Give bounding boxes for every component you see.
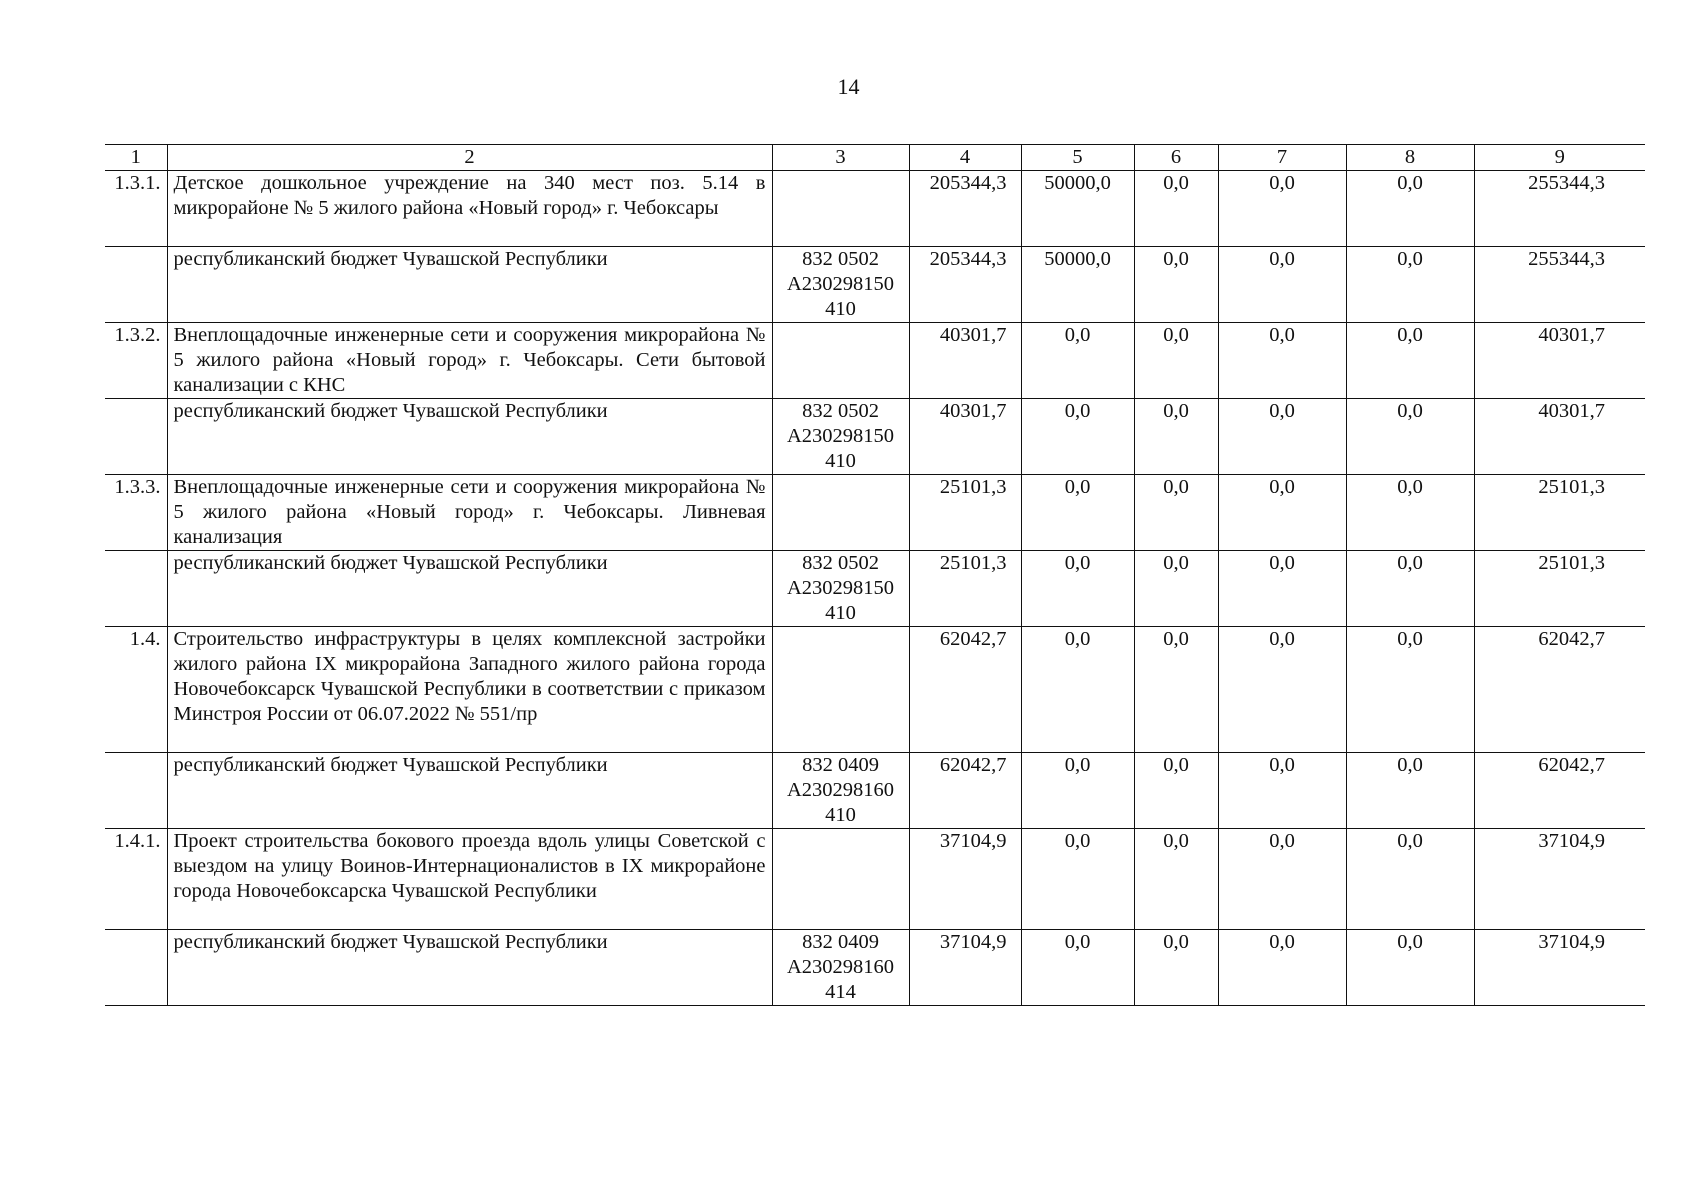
value-col-6: 0,0: [1134, 323, 1218, 399]
row-number: [105, 247, 167, 323]
value-col-5: 0,0: [1021, 323, 1134, 399]
row-number: 1.3.2.: [105, 323, 167, 399]
row-number: [105, 753, 167, 829]
row-name: республиканский бюджет Чувашской Республики: [167, 753, 772, 829]
column-header: 1: [105, 145, 167, 171]
row-number: [105, 551, 167, 627]
value-col-5: 50000,0: [1021, 247, 1134, 323]
value-col-9: 37104,9: [1474, 930, 1645, 1006]
value-col-8: 0,0: [1346, 171, 1474, 247]
value-col-9: 25101,3: [1474, 551, 1645, 627]
value-col-4: 25101,3: [909, 475, 1021, 551]
value-col-8: 0,0: [1346, 475, 1474, 551]
column-header: 9: [1474, 145, 1645, 171]
value-col-9: 255344,3: [1474, 247, 1645, 323]
value-col-7: 0,0: [1218, 829, 1346, 930]
value-col-8: 0,0: [1346, 399, 1474, 475]
value-col-9: 62042,7: [1474, 753, 1645, 829]
column-header: 4: [909, 145, 1021, 171]
row-number: 1.4.: [105, 627, 167, 753]
row-name: Внеплощадочные инженерные сети и сооружения микрорайона № 5 жилого района «Новый город» г. Чебоксары. Ливневая канализация: [167, 475, 772, 551]
page-number: 14: [837, 74, 860, 99]
value-col-7: 0,0: [1218, 247, 1346, 323]
value-col-9: 40301,7: [1474, 323, 1645, 399]
row-name: Проект строительства бокового проезда вдоль улицы Советской с выездом на улицу Воинов-Интернационалистов в IX микрорайоне города Новочебоксарска Чувашской Республики: [167, 829, 772, 930]
value-col-4: 37104,9: [909, 829, 1021, 930]
budget-table: [105, 144, 1645, 1006]
header-row: [105, 145, 1645, 171]
table-row: [105, 399, 1645, 475]
value-col-5: 0,0: [1021, 399, 1134, 475]
value-col-5: 0,0: [1021, 930, 1134, 1006]
column-header: 8: [1346, 145, 1474, 171]
row-name: республиканский бюджет Чувашской Республики: [167, 930, 772, 1006]
value-col-9: 40301,7: [1474, 399, 1645, 475]
value-col-9: 37104,9: [1474, 829, 1645, 930]
value-col-4: 37104,9: [909, 930, 1021, 1006]
table-row: [105, 753, 1645, 829]
budget-code: 832 0502 А230298150 410: [772, 399, 909, 475]
value-col-7: 0,0: [1218, 171, 1346, 247]
value-col-6: 0,0: [1134, 829, 1218, 930]
table-row: [105, 627, 1645, 753]
value-col-7: 0,0: [1218, 627, 1346, 753]
row-name: республиканский бюджет Чувашской Республики: [167, 247, 772, 323]
row-name: Внеплощадочные инженерные сети и сооружения микрорайона № 5 жилого района «Новый город» г. Чебоксары. Сети бытовой канализации с КНС: [167, 323, 772, 399]
table-row: [105, 930, 1645, 1006]
row-name: республиканский бюджет Чувашской Республики: [167, 399, 772, 475]
column-header: 3: [772, 145, 909, 171]
value-col-9: 25101,3: [1474, 475, 1645, 551]
value-col-7: 0,0: [1218, 399, 1346, 475]
value-col-4: 40301,7: [909, 399, 1021, 475]
value-col-8: 0,0: [1346, 247, 1474, 323]
value-col-8: 0,0: [1346, 829, 1474, 930]
budget-code: 832 0409 А230298160 414: [772, 930, 909, 1006]
value-col-4: 205344,3: [909, 171, 1021, 247]
value-col-5: 0,0: [1021, 829, 1134, 930]
budget-code: [772, 171, 909, 247]
table-row: [105, 171, 1645, 247]
value-col-6: 0,0: [1134, 475, 1218, 551]
value-col-8: 0,0: [1346, 753, 1474, 829]
value-col-6: 0,0: [1134, 753, 1218, 829]
value-col-5: 0,0: [1021, 627, 1134, 753]
value-col-6: 0,0: [1134, 399, 1218, 475]
column-header: 2: [167, 145, 772, 171]
table-row: [105, 475, 1645, 551]
value-col-5: 0,0: [1021, 551, 1134, 627]
value-col-7: 0,0: [1218, 323, 1346, 399]
value-col-6: 0,0: [1134, 171, 1218, 247]
column-header: 6: [1134, 145, 1218, 171]
value-col-4: 40301,7: [909, 323, 1021, 399]
value-col-5: 0,0: [1021, 475, 1134, 551]
value-col-4: 205344,3: [909, 247, 1021, 323]
row-number: [105, 399, 167, 475]
budget-code: 832 0502 А230298150 410: [772, 247, 909, 323]
budget-code: 832 0502 А230298150 410: [772, 551, 909, 627]
budget-code: 832 0409 А230298160 410: [772, 753, 909, 829]
row-number: 1.3.1.: [105, 171, 167, 247]
value-col-6: 0,0: [1134, 247, 1218, 323]
row-number: 1.3.3.: [105, 475, 167, 551]
value-col-6: 0,0: [1134, 930, 1218, 1006]
value-col-6: 0,0: [1134, 551, 1218, 627]
value-col-7: 0,0: [1218, 753, 1346, 829]
value-col-5: 0,0: [1021, 753, 1134, 829]
table-row: [105, 551, 1645, 627]
budget-code: [772, 627, 909, 753]
row-number: 1.4.1.: [105, 829, 167, 930]
column-header: 5: [1021, 145, 1134, 171]
row-name: Строительство инфраструктуры в целях комплексной застройки жилого района IX микрорайона Западного жилого района города Новочебоксарск Чувашской Республики в соответствии с приказом Минстроя России от 06.07.2022 № 551/пр: [167, 627, 772, 753]
value-col-4: 25101,3: [909, 551, 1021, 627]
value-col-4: 62042,7: [909, 753, 1021, 829]
value-col-9: 62042,7: [1474, 627, 1645, 753]
value-col-8: 0,0: [1346, 930, 1474, 1006]
table-row: [105, 323, 1645, 399]
row-number: [105, 930, 167, 1006]
value-col-8: 0,0: [1346, 323, 1474, 399]
value-col-7: 0,0: [1218, 551, 1346, 627]
row-name: Детское дошкольное учреждение на 340 мест поз. 5.14 в микрорайоне № 5 жилого района «Новый город» г. Чебоксары: [167, 171, 772, 247]
value-col-7: 0,0: [1218, 930, 1346, 1006]
value-col-4: 62042,7: [909, 627, 1021, 753]
budget-code: [772, 829, 909, 930]
table-row: [105, 247, 1645, 323]
value-col-7: 0,0: [1218, 475, 1346, 551]
value-col-9: 255344,3: [1474, 171, 1645, 247]
value-col-5: 50000,0: [1021, 171, 1134, 247]
table-row: [105, 829, 1645, 930]
budget-code: [772, 323, 909, 399]
column-header: 7: [1218, 145, 1346, 171]
value-col-6: 0,0: [1134, 627, 1218, 753]
row-name: республиканский бюджет Чувашской Республики: [167, 551, 772, 627]
value-col-8: 0,0: [1346, 551, 1474, 627]
value-col-8: 0,0: [1346, 627, 1474, 753]
budget-code: [772, 475, 909, 551]
